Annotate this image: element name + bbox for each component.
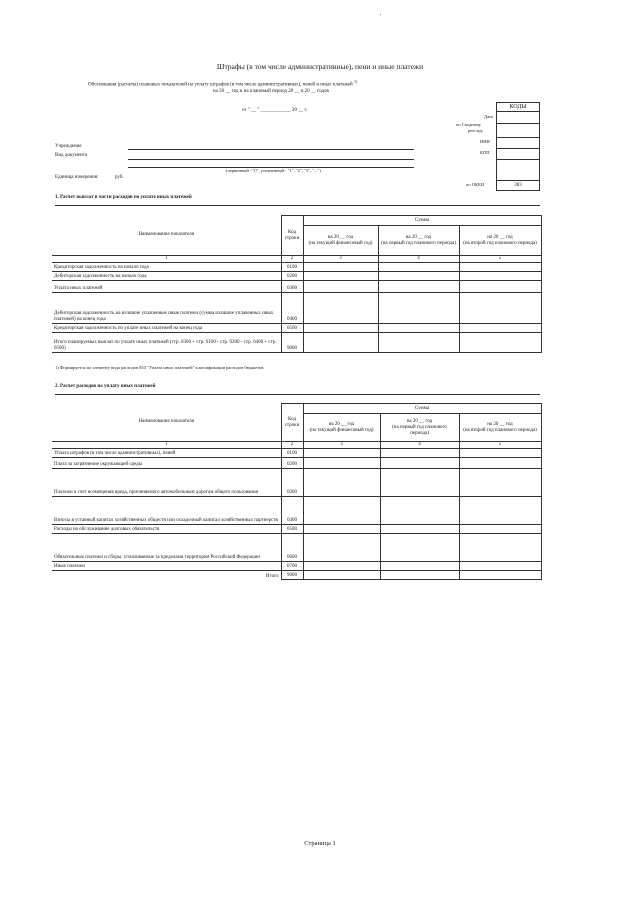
date-label: Дата (484, 114, 493, 119)
value-cell[interactable] (459, 272, 541, 281)
s2-num: 4 (380, 442, 459, 449)
s1-num: 2 (281, 256, 303, 263)
doc-type-code-field[interactable] (497, 160, 540, 181)
table-row (52, 293, 541, 324)
row-code: 0200 (281, 272, 303, 281)
value-cell[interactable] (303, 562, 380, 571)
row-code: 0100 (281, 263, 303, 272)
row-code: 0300 (281, 469, 303, 497)
s2-num: 1 (52, 442, 281, 449)
value-cell[interactable] (380, 534, 459, 562)
row-code: 0600 (281, 534, 303, 562)
value-cell[interactable] (303, 333, 378, 353)
value-cell[interactable] (459, 333, 541, 353)
s1-num: 4 (378, 256, 459, 263)
kpp-label: КПП (480, 150, 490, 155)
table-row (52, 333, 541, 353)
value-cell[interactable] (459, 525, 541, 534)
row-name: Платежи в счет возмещения вреда, причиняемого автомобильным дорогам общего пользования (52, 469, 281, 497)
table-row (52, 324, 541, 333)
document-date-line: от " __ " ____________ 20 __ г. (242, 108, 308, 113)
table-row (52, 534, 541, 562)
value-cell[interactable] (303, 324, 378, 333)
table-row (52, 263, 541, 272)
value-cell[interactable] (380, 497, 459, 525)
registry-label: по Сводному (456, 122, 481, 127)
value-cell[interactable] (380, 525, 459, 534)
total-code: 9000 (281, 571, 303, 580)
row-name: Кредиторская задолженность на начало года (52, 263, 281, 272)
section1-rule (55, 205, 540, 206)
value-cell[interactable] (380, 458, 459, 469)
row-code: 9000 (281, 333, 303, 353)
value-cell[interactable] (459, 534, 541, 562)
row-name: Дебиторская задолженность на излишне уплаченные иные платежи (сумма излишне уплаченных иных платежей) на конец года (52, 293, 281, 324)
row-code: 0700 (281, 562, 303, 571)
s2-col-period3: на 20 __ год (на второй год планового периода) (459, 414, 541, 442)
page-number: Страница 1 (304, 840, 336, 847)
row-name: Итого планируемых выплат по уплате иных платежей (стр. 0300 + стр. 0100 - стр. 0200 - стр. 0400 + стр. 0500) (52, 333, 281, 353)
inn-field[interactable] (497, 138, 540, 149)
row-code: 0200 (281, 458, 303, 469)
value-cell[interactable] (378, 281, 459, 293)
s1-num: 5 (459, 256, 541, 263)
s1-col-period2: на 20 __ год (на первый год планового периода) (378, 226, 459, 256)
row-name: Расходы на обслуживание долговых обязательств (52, 525, 281, 534)
institution-label: Учреждение (55, 144, 82, 149)
row-name: Плата за загрязнение окружающей среды (52, 458, 281, 469)
section1-title: 1. Расчет выплат в части расходов по уплате иных платежей (55, 195, 192, 200)
value-cell[interactable] (378, 324, 459, 333)
value-cell[interactable] (459, 469, 541, 497)
s2-col-code: Код строки (281, 404, 303, 442)
section2-title: 2. Расчет расходов на уплату иных платежей (55, 384, 156, 389)
page-title: Штрафы (в том числе административные), пени и иные платежи (216, 62, 424, 71)
section2-rule (55, 394, 540, 395)
s1-col-sum: Сумма (303, 216, 541, 226)
registry-field[interactable] (497, 124, 540, 138)
s1-num: 3 (303, 256, 378, 263)
row-name: Уплата иных платежей (52, 281, 281, 293)
value-cell[interactable] (303, 525, 380, 534)
value-cell[interactable] (303, 272, 378, 281)
doc-type-hint: (первичный - "0", уточненный - "1", "2", "3", "...") (226, 168, 321, 173)
codes-title: КОДЫ (497, 103, 540, 112)
table-row (52, 272, 541, 281)
s2-col-sum: Сумма (303, 404, 541, 414)
value-cell[interactable] (378, 293, 459, 324)
s2-num: 2 (281, 442, 303, 449)
value-cell[interactable] (303, 263, 378, 272)
value-cell[interactable] (380, 449, 459, 458)
kpp-field[interactable] (497, 149, 540, 160)
okei-value: 383 (497, 181, 540, 191)
total-row (52, 571, 541, 580)
table-row (52, 458, 541, 469)
row-name: Иные платежи (52, 562, 281, 571)
row-name: Взносы в уставный капитал хозяйственных обществ или складочный капитал хозяйственных партнерств (52, 497, 281, 525)
value-cell[interactable] (303, 497, 380, 525)
row-code: 0500 (281, 525, 303, 534)
value-cell[interactable] (459, 449, 541, 458)
doc-type-line[interactable] (128, 159, 414, 160)
s2-col-period1: на 20 __ год (на текущий финансовый год) (303, 414, 380, 442)
row-name: Уплата штрафов (в том числе административных), пеней (52, 449, 281, 458)
s2-col-name: Наименование показателя (52, 404, 281, 442)
doc-type-label: Вид документа (55, 153, 88, 158)
s1-col-code: Код строки (281, 216, 303, 256)
okei-label: по ОКЕИ (466, 182, 485, 187)
row-name: Кредиторская задолженность по уплате иных платежей на конец года (52, 324, 281, 333)
value-cell[interactable] (459, 562, 541, 571)
row-code: 0100 (281, 449, 303, 458)
value-cell[interactable] (459, 571, 541, 580)
section2-table (52, 403, 542, 580)
scan-dot: ' (380, 14, 382, 20)
value-cell[interactable] (459, 293, 541, 324)
row-name: Дебиторская задолженность на начало года (52, 272, 281, 281)
value-cell[interactable] (303, 449, 380, 458)
section1-table (52, 215, 542, 353)
inn-label: ИНН (480, 139, 490, 144)
table-row (52, 525, 541, 534)
value-cell[interactable] (303, 281, 378, 293)
codes-table (496, 102, 540, 191)
value-cell[interactable] (303, 458, 380, 469)
s1-num: 1 (52, 256, 281, 263)
value-cell[interactable] (303, 534, 380, 562)
table-row (52, 449, 541, 458)
value-cell[interactable] (380, 469, 459, 497)
row-name: Обязательные платежи и сборы, уплачиваемые за пределами территории Российской Федерации (52, 534, 281, 562)
value-cell[interactable] (378, 263, 459, 272)
row-code: 0300 (281, 281, 303, 293)
date-field[interactable] (497, 112, 540, 124)
s1-col-name: Наименование показателя (52, 216, 281, 256)
table-row (52, 497, 541, 525)
row-code: 0400 (281, 497, 303, 525)
s1-col-period3: на 20 __ год (на второй год планового периода) (459, 226, 541, 256)
total-label: Итого (265, 573, 279, 579)
value-cell[interactable] (303, 469, 380, 497)
table-row (52, 562, 541, 571)
table-row (52, 469, 541, 497)
row-code: 0500 (281, 324, 303, 333)
value-cell[interactable] (378, 333, 459, 353)
period-line: на 20 __ год и на плановый период 20 __ и 20 __ годов (213, 89, 329, 94)
s2-num: 5 (459, 442, 541, 449)
section1-footnote: 1) Формируется по элементу вида расходов 853 "Уплата иных платежей" классификации расходов бюджетов. (55, 365, 265, 370)
s1-col-period1: на 20 __ год (на текущий финансовый год) (303, 226, 378, 256)
row-code: 0400 (281, 293, 303, 324)
value-cell[interactable] (378, 272, 459, 281)
value-cell[interactable] (459, 458, 541, 469)
value-cell[interactable] (303, 293, 378, 324)
page-subtitle: Обоснования (расчеты) плановых показателей на уплату штрафов (в том числе административных), пеней и иных платежей $^{1)}$ (88, 79, 358, 88)
value-cell[interactable] (459, 497, 541, 525)
value-cell[interactable] (459, 324, 541, 333)
value-cell[interactable] (303, 571, 380, 580)
value-cell[interactable] (459, 281, 541, 293)
unit-value: руб. (115, 175, 124, 180)
s2-num: 3 (303, 442, 380, 449)
registry-label-2: реестру (468, 128, 483, 133)
unit-label: Единица измерения: (55, 175, 99, 180)
s2-col-period2: на 20 __ год (на первый год планового периода) (380, 414, 459, 442)
value-cell[interactable] (459, 263, 541, 272)
institution-line[interactable] (128, 149, 414, 150)
value-cell[interactable] (380, 562, 459, 571)
table-row (52, 281, 541, 293)
value-cell[interactable] (380, 571, 459, 580)
